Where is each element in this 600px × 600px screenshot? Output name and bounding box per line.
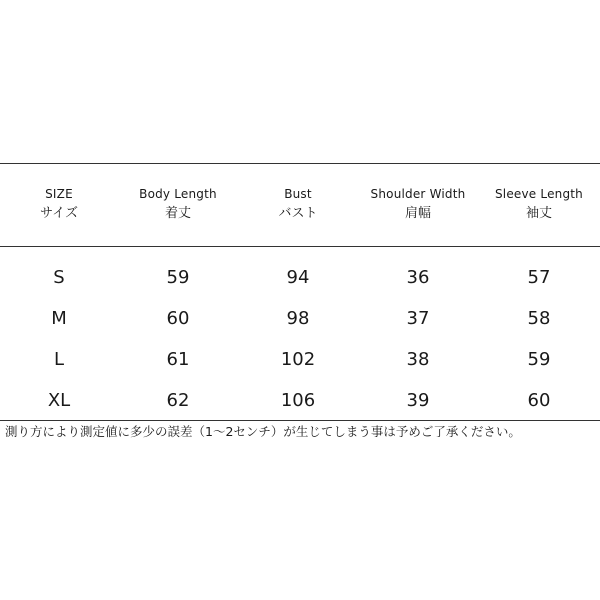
header-shoulder-width-ja: 肩幅 [404,206,431,221]
table-row [0,257,600,298]
header-bust-en: Bust [284,187,312,201]
sleeve-length-cell: 59 [527,349,551,370]
header-body-length-en: Body Length [139,187,217,201]
sleeve-length-cell: 57 [527,267,551,288]
sleeve-length-cell: 58 [527,308,551,329]
header-size [0,185,118,225]
bottom-rule [0,420,600,421]
header-shoulder-width [358,185,478,225]
size-cell: M [51,308,67,329]
bust-cell: 102 [280,349,316,370]
header-sleeve-length-ja: 袖丈 [525,206,552,221]
body-length-cell: 59 [166,267,190,288]
header-sleeve-length [478,185,600,225]
header-bust-ja: バスト [278,206,318,221]
shoulder-width-cell: 38 [406,349,430,370]
table-body [0,247,600,420]
header-body-length-ja: 着丈 [164,206,191,221]
header-shoulder-width-en: Shoulder Width [370,187,466,201]
header-bust [238,185,358,225]
table-row [0,380,600,421]
header-body-length [118,185,238,225]
table-row [0,339,600,380]
header-size-ja: サイズ [40,206,78,221]
body-length-cell: 61 [166,349,190,370]
measurement-note: 測り方により測定値に多少の誤差（1〜2センチ）が生じてしまう事は予めご了承ください。 [5,424,521,439]
size-cell: XL [47,390,71,411]
table-row [0,298,600,339]
header-row [0,164,600,246]
size-cell: L [53,349,65,370]
header-size-en: SIZE [45,187,73,201]
shoulder-width-cell: 36 [406,267,430,288]
body-length-cell: 60 [166,308,190,329]
bust-cell: 98 [286,308,310,329]
sleeve-length-cell: 60 [527,390,551,411]
body-length-cell: 62 [166,390,190,411]
bust-cell: 106 [280,390,316,411]
bust-cell: 94 [286,267,310,288]
shoulder-width-cell: 39 [406,390,430,411]
shoulder-width-cell: 37 [406,308,430,329]
header-sleeve-length-en: Sleeve Length [494,187,583,201]
size-cell: S [53,267,65,288]
size-chart-table [0,163,600,421]
